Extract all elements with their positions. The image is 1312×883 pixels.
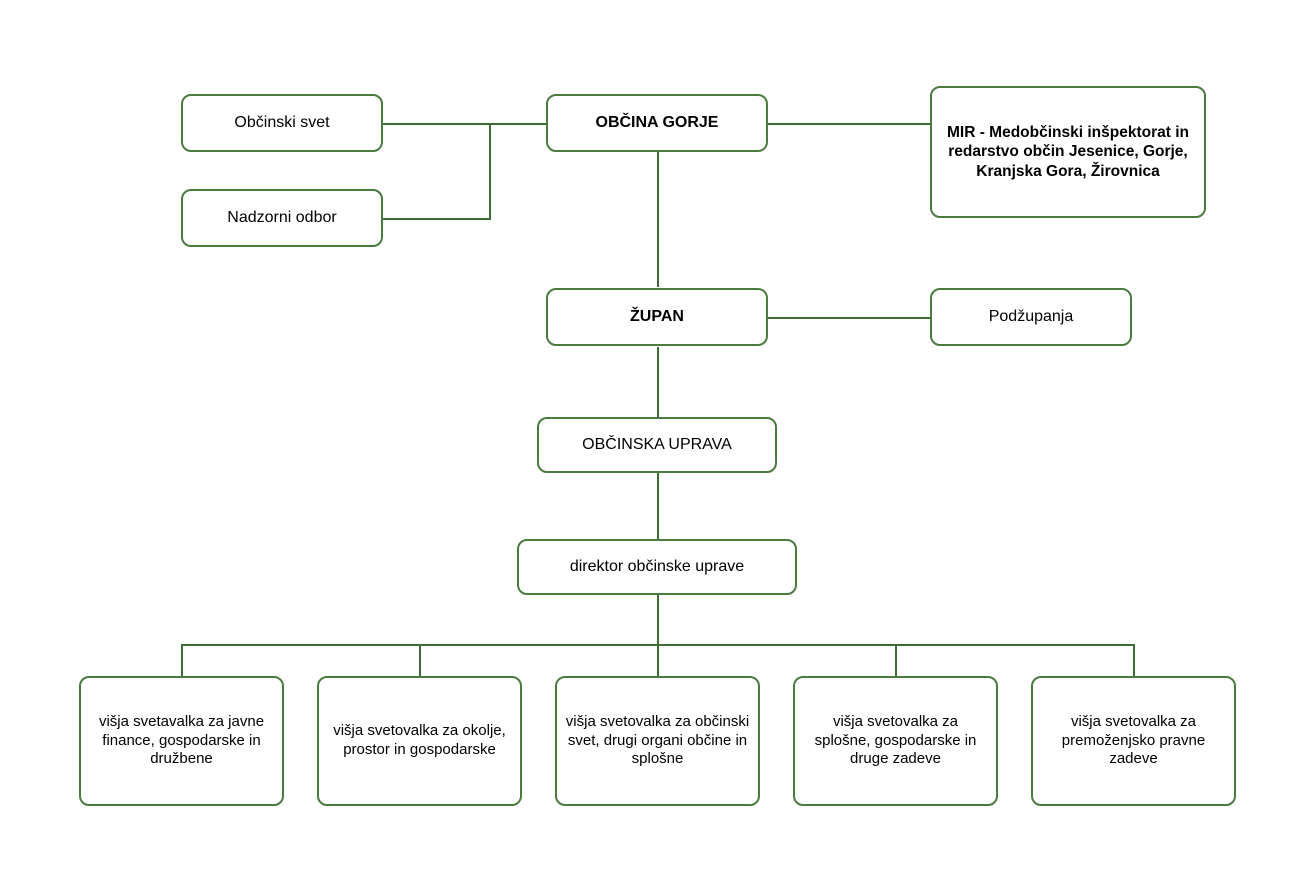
node-obcinski-svet[interactable]: [181, 94, 383, 152]
node-direktor[interactable]: [517, 539, 797, 595]
node-podzupanja[interactable]: [930, 288, 1132, 346]
connector-obcina-zupan: [657, 152, 659, 287]
node-mir[interactable]: [930, 86, 1206, 218]
connector-drop-1: [181, 644, 183, 676]
connector-zupan-uprava: [657, 347, 659, 417]
connector-mir: [768, 123, 930, 125]
node-svetovalka-3[interactable]: [555, 676, 760, 806]
node-label: Podžupanja: [988, 308, 1074, 325]
connector-drop-4: [895, 644, 897, 676]
node-label: Nadzorni odbor: [227, 209, 337, 226]
node-svetovalka-1[interactable]: [79, 676, 284, 806]
connector-obcinski-svet: [383, 123, 553, 125]
node-label: višja svetovalka za splošne, gospodarske in druge zadeve: [814, 712, 977, 768]
node-zupan[interactable]: [546, 288, 768, 346]
node-svetovalka-5[interactable]: [1031, 676, 1236, 806]
node-label: OBČINSKA UPRAVA: [582, 436, 732, 453]
node-obcina-gorje[interactable]: [546, 94, 768, 152]
node-label: višja svetavalka za javne finance, gospodarske in družbene: [98, 712, 265, 768]
connector-drop-5: [1133, 644, 1135, 676]
node-label: višja svetovalka za občinski svet, drugi organi občine in splošne: [565, 712, 750, 768]
connector-podzupanja: [768, 317, 930, 319]
connector-drop-2: [419, 644, 421, 676]
node-label: Občinski svet: [234, 114, 330, 131]
node-svetovalka-2[interactable]: [317, 676, 522, 806]
node-label: MIR - Medobčinski inšpektorat in redarstvo občin Jesenice, Gorje, Kranjska Gora, Žirovnica: [947, 123, 1189, 180]
node-label: višja svetovalka za okolje, prostor in gospodarske: [333, 722, 506, 758]
node-label: direktor občinske uprave: [569, 558, 745, 575]
connector-drop-3: [657, 644, 659, 676]
node-label: OBČINA GORJE: [595, 114, 719, 131]
connector-left-riser: [489, 123, 491, 220]
connector-direktor-bus: [657, 595, 659, 645]
node-obcinska-uprava[interactable]: [537, 417, 777, 473]
node-svetovalka-4[interactable]: [793, 676, 998, 806]
connector-nadzorni-odbor: [383, 218, 490, 220]
node-label: ŽUPAN: [630, 308, 684, 325]
node-nadzorni-odbor[interactable]: [181, 189, 383, 247]
node-label: višja svetovalka za premoženjsko pravne zadeve: [1061, 712, 1206, 768]
connector-uprava-direktor: [657, 473, 659, 539]
